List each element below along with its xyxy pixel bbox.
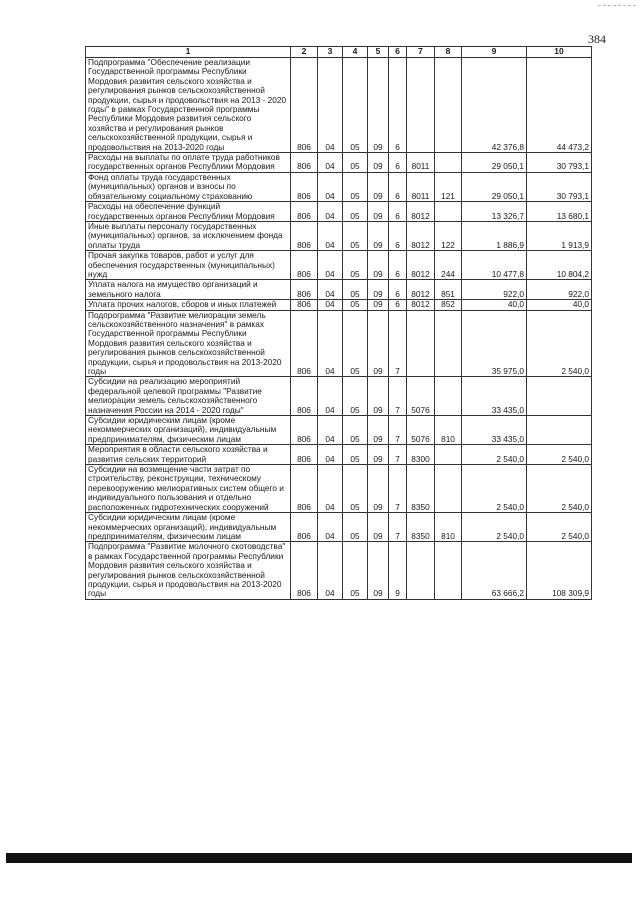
cell-code-subprogram: 6 — [389, 172, 407, 201]
cell-amount-year1: 13 326,7 — [462, 202, 527, 222]
table-row — [86, 542, 592, 599]
cell-code-subprogram: 7 — [389, 310, 407, 377]
cell-amount-year1: 1 886,9 — [462, 221, 527, 250]
cell-amount-year1: 42 376,8 — [462, 58, 527, 153]
cell-amount-year2: 13 680,1 — [527, 202, 592, 222]
cell-code-direction — [407, 58, 435, 153]
cell-code-subprogram: 9 — [389, 542, 407, 599]
cell-code-program: 09 — [368, 465, 389, 513]
cell-code-subprogram: 6 — [389, 202, 407, 222]
cell-code-expense-type: 810 — [435, 416, 462, 445]
table-row — [86, 221, 592, 250]
table-row — [86, 445, 592, 465]
cell-code-subsection: 05 — [343, 153, 368, 173]
scan-mark — [598, 5, 636, 7]
cell-code-subsection: 05 — [343, 445, 368, 465]
cell-amount-year2: 2 540,0 — [527, 310, 592, 377]
cell-description: Расходы на обеспечение функций государственных органов Республики Мордовия — [86, 202, 291, 222]
cell-code-direction: 8012 — [407, 202, 435, 222]
cell-code-subprogram: 6 — [389, 280, 407, 300]
cell-description: Субсидии на возмещение части затрат по строительству, реконструкции, техническому перевооружению мелиоративных систем общего и индивидуального пользования и отдельно расположенных гидротехнических сооружений — [86, 465, 291, 513]
cell-code-admin: 806 — [291, 542, 318, 599]
cell-code-program: 09 — [368, 58, 389, 153]
cell-description: Прочая закупка товаров, работ и услуг для обеспечения государственных (муниципальных) нужд — [86, 251, 291, 280]
header-col-9: 9 — [462, 47, 527, 58]
cell-code-admin: 806 — [291, 445, 318, 465]
cell-code-subprogram: 6 — [389, 300, 407, 310]
cell-code-admin: 806 — [291, 221, 318, 250]
cell-description: Субсидии юридическим лицам (кроме некоммерческих организаций), индивидуальным предпринимателям, физическим лицам — [86, 416, 291, 445]
cell-code-section: 04 — [318, 221, 343, 250]
cell-code-subsection: 05 — [343, 58, 368, 153]
cell-description: Иные выплаты персоналу государственных (муниципальных) органов, за исключением фонда оплаты труда — [86, 221, 291, 250]
cell-amount-year2: 2 540,0 — [527, 513, 592, 542]
cell-code-subprogram: 7 — [389, 465, 407, 513]
cell-code-subprogram: 7 — [389, 445, 407, 465]
header-col-8: 8 — [435, 47, 462, 58]
cell-code-subsection: 05 — [343, 542, 368, 599]
cell-code-program: 09 — [368, 221, 389, 250]
cell-code-expense-type — [435, 377, 462, 416]
cell-amount-year2: 10 804,2 — [527, 251, 592, 280]
cell-code-admin: 806 — [291, 251, 318, 280]
cell-code-admin: 806 — [291, 300, 318, 310]
cell-code-section: 04 — [318, 377, 343, 416]
table-row — [86, 416, 592, 445]
cell-code-program: 09 — [368, 153, 389, 173]
header-col-4: 4 — [343, 47, 368, 58]
table-row — [86, 300, 592, 310]
table-header-row — [86, 47, 592, 58]
cell-code-admin: 806 — [291, 202, 318, 222]
header-col-3: 3 — [318, 47, 343, 58]
cell-code-direction — [407, 542, 435, 599]
cell-code-expense-type — [435, 310, 462, 377]
cell-description: Мероприятия в области сельского хозяйства и развития сельских территорий — [86, 445, 291, 465]
cell-code-expense-type — [435, 465, 462, 513]
cell-code-section: 04 — [318, 513, 343, 542]
table-row — [86, 377, 592, 416]
cell-code-section: 04 — [318, 251, 343, 280]
cell-code-program: 09 — [368, 202, 389, 222]
cell-code-program: 09 — [368, 300, 389, 310]
cell-amount-year2: 922,0 — [527, 280, 592, 300]
cell-code-expense-type — [435, 153, 462, 173]
cell-code-admin: 806 — [291, 465, 318, 513]
cell-code-expense-type: 121 — [435, 172, 462, 201]
cell-code-direction: 8300 — [407, 445, 435, 465]
table-row — [86, 172, 592, 201]
cell-code-admin: 806 — [291, 153, 318, 173]
cell-code-subprogram: 7 — [389, 377, 407, 416]
cell-code-direction — [407, 310, 435, 377]
cell-amount-year1: 63 666,2 — [462, 542, 527, 599]
table-row — [86, 153, 592, 173]
table-row — [86, 280, 592, 300]
cell-amount-year2: 2 540,0 — [527, 445, 592, 465]
cell-code-admin: 806 — [291, 377, 318, 416]
scan-border-bar — [6, 853, 632, 863]
table-row — [86, 310, 592, 377]
table-row — [86, 202, 592, 222]
cell-description: Субсидии юридическим лицам (кроме некоммерческих организаций), индивидуальным предпринимателям, физическим лицам — [86, 513, 291, 542]
cell-code-program: 09 — [368, 445, 389, 465]
cell-code-direction: 8011 — [407, 153, 435, 173]
cell-code-admin: 806 — [291, 513, 318, 542]
cell-amount-year2: 44 473,2 — [527, 58, 592, 153]
cell-amount-year1: 922,0 — [462, 280, 527, 300]
cell-code-subprogram: 6 — [389, 251, 407, 280]
cell-description: Субсидии на реализацию мероприятий федеральной целевой программы "Развитие мелиорации земель сельскохозяйственного назначения России на 2014 - 2020 годы" — [86, 377, 291, 416]
cell-amount-year2 — [527, 377, 592, 416]
cell-amount-year1: 40,0 — [462, 300, 527, 310]
page-number: 384 — [588, 32, 606, 46]
cell-amount-year2: 2 540,0 — [527, 465, 592, 513]
header-col-2: 2 — [291, 47, 318, 58]
cell-code-expense-type — [435, 542, 462, 599]
cell-code-expense-type — [435, 202, 462, 222]
cell-code-section: 04 — [318, 153, 343, 173]
cell-code-admin: 806 — [291, 280, 318, 300]
cell-amount-year1: 33 435,0 — [462, 416, 527, 445]
cell-code-section: 04 — [318, 445, 343, 465]
table-row — [86, 513, 592, 542]
cell-code-subprogram: 7 — [389, 416, 407, 445]
cell-code-subsection: 05 — [343, 416, 368, 445]
table-row — [86, 465, 592, 513]
cell-code-program: 09 — [368, 310, 389, 377]
cell-code-subsection: 05 — [343, 172, 368, 201]
cell-code-admin: 806 — [291, 58, 318, 153]
cell-amount-year2 — [527, 416, 592, 445]
header-col-10: 10 — [527, 47, 592, 58]
cell-code-subprogram: 6 — [389, 221, 407, 250]
cell-description: Расходы на выплаты по оплате труда работников государственных органов Республики Мордовия — [86, 153, 291, 173]
cell-description: Подпрограмма "Развитие мелиорации земель сельскохозяйственного назначения" в рамках Государственной программы Республики Мордовия развития сельского хозяйства и регулирования рынков сельскохозяйственной продукции, сырья и продовольствия на 2013-2020 годы — [86, 310, 291, 377]
cell-code-section: 04 — [318, 542, 343, 599]
cell-code-subsection: 05 — [343, 251, 368, 280]
cell-code-subsection: 05 — [343, 221, 368, 250]
cell-code-program: 09 — [368, 172, 389, 201]
cell-amount-year1: 29 050,1 — [462, 172, 527, 201]
cell-code-direction: 8012 — [407, 300, 435, 310]
cell-code-section: 04 — [318, 310, 343, 377]
table-row — [86, 251, 592, 280]
cell-code-subsection: 05 — [343, 300, 368, 310]
cell-code-expense-type — [435, 58, 462, 153]
cell-code-program: 09 — [368, 513, 389, 542]
cell-amount-year2: 30 793,1 — [527, 172, 592, 201]
cell-code-admin: 806 — [291, 172, 318, 201]
cell-code-expense-type — [435, 445, 462, 465]
cell-code-direction: 8012 — [407, 280, 435, 300]
cell-code-expense-type: 852 — [435, 300, 462, 310]
cell-code-direction: 5076 — [407, 377, 435, 416]
cell-code-admin: 806 — [291, 416, 318, 445]
cell-code-direction: 8012 — [407, 221, 435, 250]
cell-code-section: 04 — [318, 465, 343, 513]
cell-amount-year1: 2 540,0 — [462, 445, 527, 465]
cell-description: Подпрограмма "Обеспечение реализации Государственной программы Республики Мордовия развития сельского хозяйства и регулирования рынков сельскохозяйственной продукции, сырья и продовольствия на 2013 - 2020 годы" в рамках Государственной программы Республики Мордовия развития сельского хозяйства и регулирования рынков сельскохозяйственной продукции, сырья и продовольствия на 2013-2020 годы — [86, 58, 291, 153]
cell-code-section: 04 — [318, 172, 343, 201]
cell-amount-year2: 1 913,9 — [527, 221, 592, 250]
cell-code-expense-type: 122 — [435, 221, 462, 250]
cell-amount-year2: 30 793,1 — [527, 153, 592, 173]
cell-code-direction: 8011 — [407, 172, 435, 201]
cell-code-program: 09 — [368, 377, 389, 416]
cell-code-admin: 806 — [291, 310, 318, 377]
cell-code-subsection: 05 — [343, 465, 368, 513]
cell-code-expense-type: 244 — [435, 251, 462, 280]
cell-amount-year1: 33 435,0 — [462, 377, 527, 416]
cell-code-section: 04 — [318, 300, 343, 310]
cell-code-direction: 8350 — [407, 513, 435, 542]
cell-code-subsection: 05 — [343, 280, 368, 300]
cell-code-program: 09 — [368, 416, 389, 445]
cell-description: Уплата налога на имущество организаций и земельного налога — [86, 280, 291, 300]
cell-amount-year1: 2 540,0 — [462, 513, 527, 542]
header-col-5: 5 — [368, 47, 389, 58]
budget-table — [85, 46, 592, 600]
cell-code-subprogram: 7 — [389, 513, 407, 542]
cell-description: Фонд оплаты труда государственных (муниципальных) органов и взносы по обязательному социальному страхованию — [86, 172, 291, 201]
cell-code-expense-type: 851 — [435, 280, 462, 300]
cell-code-subsection: 05 — [343, 202, 368, 222]
cell-code-subsection: 05 — [343, 377, 368, 416]
cell-amount-year1: 29 050,1 — [462, 153, 527, 173]
cell-code-direction: 8350 — [407, 465, 435, 513]
cell-code-subprogram: 6 — [389, 58, 407, 153]
cell-amount-year2: 40,0 — [527, 300, 592, 310]
cell-code-program: 09 — [368, 251, 389, 280]
cell-code-subsection: 05 — [343, 310, 368, 377]
cell-code-subprogram: 6 — [389, 153, 407, 173]
cell-code-section: 04 — [318, 202, 343, 222]
cell-code-subsection: 05 — [343, 513, 368, 542]
cell-description: Уплата прочих налогов, сборов и иных платежей — [86, 300, 291, 310]
cell-amount-year1: 10 477,8 — [462, 251, 527, 280]
cell-code-section: 04 — [318, 280, 343, 300]
cell-code-section: 04 — [318, 58, 343, 153]
cell-amount-year2: 108 309,9 — [527, 542, 592, 599]
cell-description: Подпрограмма "Развитие молочного скотоводства" в рамках Государственной программы Республики Мордовия развития сельского хозяйства и регулирования рынков сельскохозяйственной продукции, сырья и продовольствия на 2013-2020 годы — [86, 542, 291, 599]
cell-code-program: 09 — [368, 542, 389, 599]
cell-code-direction: 5076 — [407, 416, 435, 445]
header-col-1: 1 — [86, 47, 291, 58]
header-col-6: 6 — [389, 47, 407, 58]
table-row — [86, 58, 592, 153]
cell-amount-year1: 35 975,0 — [462, 310, 527, 377]
cell-code-expense-type: 810 — [435, 513, 462, 542]
cell-amount-year1: 2 540,0 — [462, 465, 527, 513]
header-col-7: 7 — [407, 47, 435, 58]
cell-code-section: 04 — [318, 416, 343, 445]
cell-code-direction: 8012 — [407, 251, 435, 280]
cell-code-program: 09 — [368, 280, 389, 300]
